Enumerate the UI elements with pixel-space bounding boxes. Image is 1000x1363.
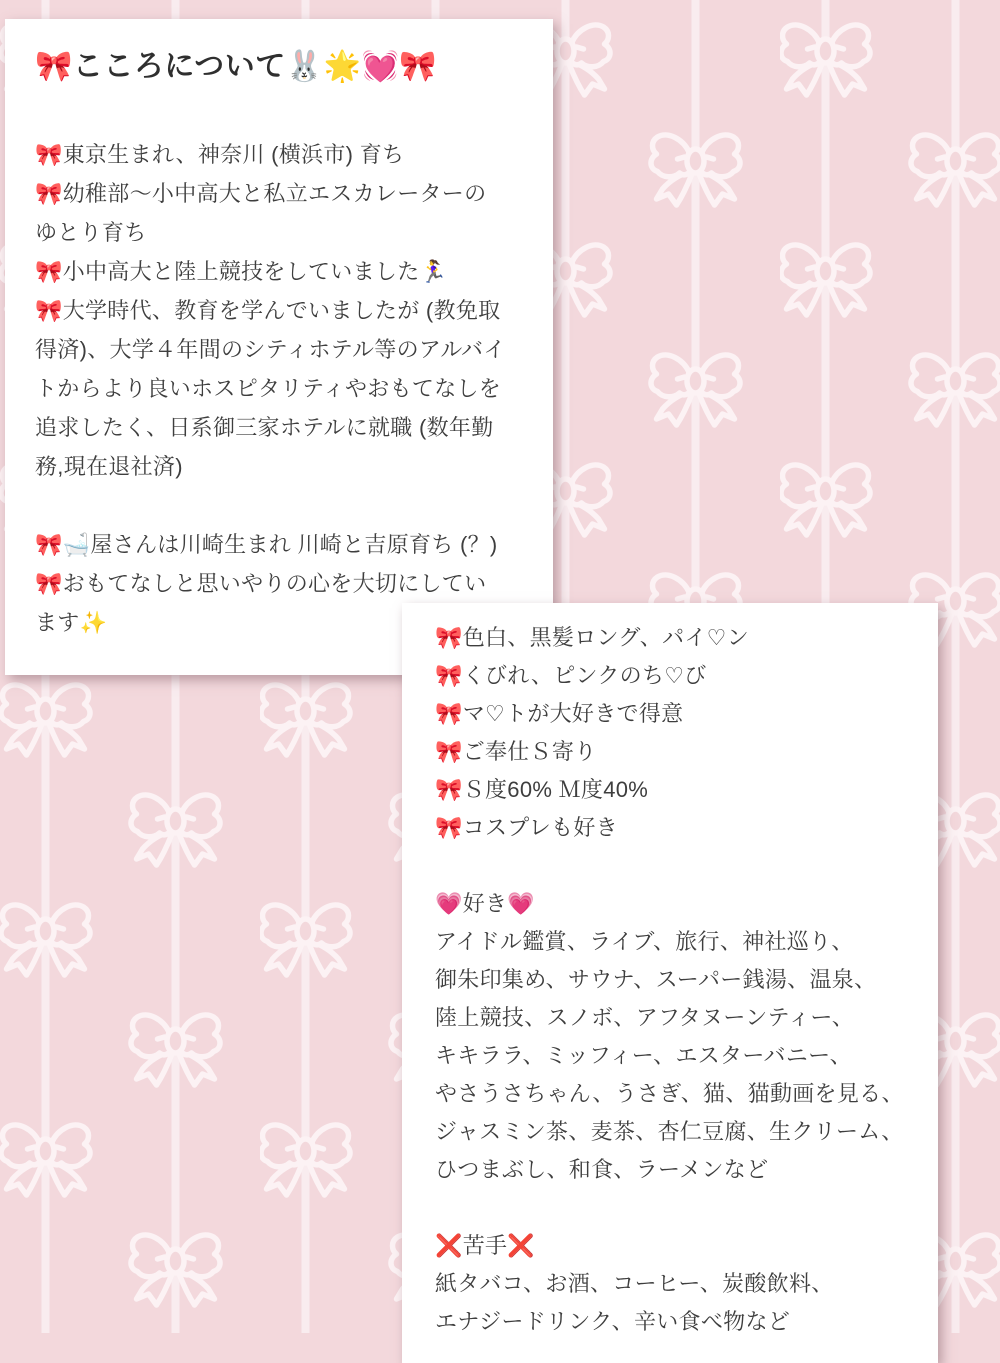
text-line: ひつまぶし、和食、ラーメンなど xyxy=(435,1157,769,1182)
about-card-title: 🎀こころについて🐰🌟💓🎀 xyxy=(35,50,438,83)
text-line: 🎀Ｓ度60% Ｍ度40% xyxy=(435,777,649,802)
text-line: 🎀マ♡トが大好きで得意 xyxy=(435,701,684,726)
text-line: キキララ、ミッフィー、エスターバニー、 xyxy=(435,1043,852,1068)
text-line: 御朱印集め、サウナ、スーパー銭湯、温泉、 xyxy=(435,967,877,992)
profile-card xyxy=(402,603,938,1363)
text-line: 🎀小中高大と陸上競技をしていました🏃‍♀️ xyxy=(35,259,448,284)
text-line: 陸上競技、スノボ、アフタヌーンティー、 xyxy=(435,1005,855,1030)
text-line: トからより良いホスピタリティやおもてなしを xyxy=(35,376,502,401)
text-line: 🎀おもてなしと思いやりの心を大切にしてい xyxy=(35,571,487,596)
text-line: 🎀大学時代、教育を学んでいましたが (教免取 xyxy=(35,298,501,323)
text-line: 🎀色白、黒髪ロング、パイ♡ン xyxy=(435,625,749,650)
text-line: 紙タバコ、お酒、コーヒー、炭酸飲料、 xyxy=(435,1271,834,1296)
text-line: ゆとり育ち xyxy=(35,220,147,245)
likes-heading: 💗好き💗 xyxy=(435,891,535,916)
dislikes-heading: ❌苦手❌ xyxy=(435,1233,535,1258)
blank-line xyxy=(35,486,527,525)
text-line: エナジードリンク、辛い食べ物など xyxy=(435,1309,791,1334)
text-line: やさうさちゃん、うさぎ、猫、猫動画を見る、 xyxy=(435,1081,904,1106)
blank-line xyxy=(435,847,910,885)
text-line: ジャスミン茶、麦茶、杏仁豆腐、生クリーム、 xyxy=(435,1119,904,1144)
text-line: アイドル鑑賞、ライブ、旅行、神社巡り、 xyxy=(435,929,854,954)
text-line: 得済)、大学４年間のシティホテル等のアルバイ xyxy=(35,337,506,362)
text-line: 追求したく、日系御三家ホテルに就職 (数年勤 xyxy=(35,415,494,440)
text-line: 🎀コスプレも好き xyxy=(435,815,618,840)
about-card xyxy=(5,19,553,675)
text-line: 🎀幼稚部〜小中高大と私立エスカレーターの xyxy=(35,181,487,206)
text-line: 🎀くびれ、ピンクのち♡び xyxy=(435,663,707,688)
text-line: 🎀🛁屋さんは川崎生まれ 川崎と吉原育ち (？) xyxy=(35,532,498,557)
text-line: ます✨ xyxy=(35,610,108,635)
text-line: 🎀ご奉仕Ｓ寄り xyxy=(435,739,597,764)
text-line: 🎀東京生まれ、神奈川 (横浜市) 育ち xyxy=(35,142,405,167)
blank-line xyxy=(435,1189,910,1227)
text-line: 務,現在退社済) xyxy=(35,454,183,479)
